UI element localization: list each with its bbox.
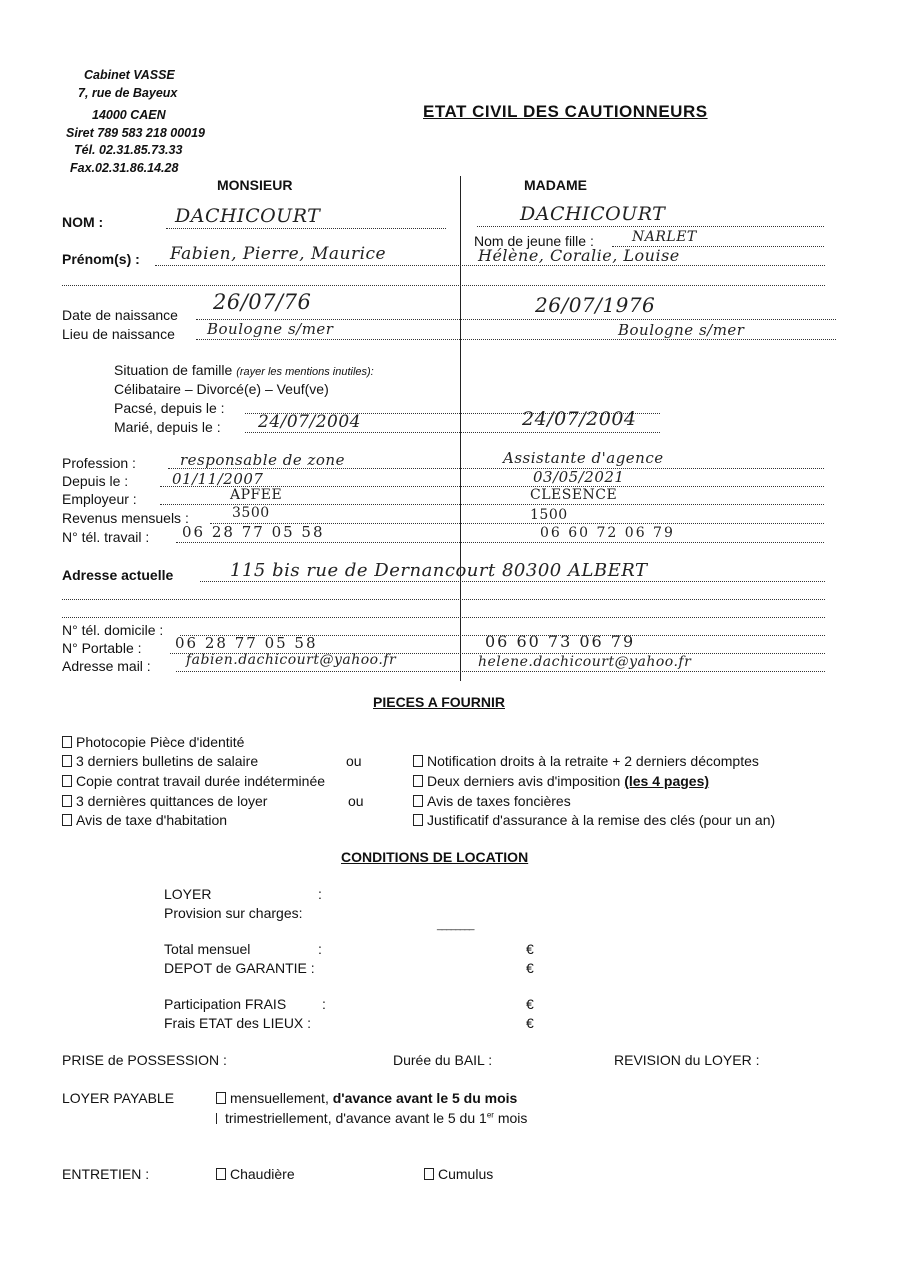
value-nom-madame[interactable]: DACHICOURT bbox=[520, 203, 666, 225]
conditions-title: CONDITIONS DE LOCATION bbox=[341, 849, 529, 865]
checkbox[interactable] bbox=[62, 755, 72, 767]
value-depuis-monsieur[interactable]: 01/11/2007 bbox=[172, 470, 264, 488]
value-mail-madame[interactable]: helene.dachicourt@yahoo.fr bbox=[478, 654, 692, 670]
value-nom-jeune-fille[interactable]: NARLET bbox=[632, 229, 697, 245]
checkbox[interactable] bbox=[62, 736, 72, 748]
value-adresse[interactable]: 115 bis rue de Dernancourt 80300 ALBERT bbox=[230, 560, 648, 581]
piece-left-item[interactable]: Photocopie Pièce d'identité bbox=[62, 734, 244, 750]
piece-right-item[interactable]: Justificatif d'assurance à la remise des clés (pour un an) bbox=[413, 812, 775, 828]
label-adresse: Adresse actuelle bbox=[62, 567, 174, 583]
checkbox[interactable] bbox=[216, 1168, 226, 1180]
label-duree-bail: Durée du BAIL : bbox=[393, 1052, 493, 1068]
euro-sign: € bbox=[526, 996, 534, 1012]
value-profession-monsieur[interactable]: responsable de zone bbox=[180, 451, 345, 469]
option-trimestriel[interactable]: trimestriellement, d'avance avant le 5 du 1er mois bbox=[216, 1110, 527, 1126]
label-provision: Provision sur charges: bbox=[164, 905, 303, 921]
checkbox[interactable] bbox=[413, 814, 423, 826]
cabinet-tel: Tél. 02.31.85.73.33 bbox=[74, 143, 183, 157]
label-profession: Profession : bbox=[62, 455, 136, 471]
label-revision-loyer: REVISION du LOYER : bbox=[614, 1052, 760, 1068]
colon: : bbox=[318, 886, 322, 902]
euro-sign: € bbox=[526, 1015, 534, 1031]
label-prenoms: Prénom(s) : bbox=[62, 251, 140, 267]
checkbox[interactable] bbox=[62, 775, 72, 787]
label-nom-jeune-fille: Nom de jeune fille : bbox=[474, 233, 594, 249]
dotted-line bbox=[477, 226, 824, 227]
page-title: ETAT CIVIL DES CAUTIONNEURS bbox=[423, 102, 708, 121]
label-frais-etat: Frais ETAT des LIEUX : bbox=[164, 1015, 312, 1031]
value-revenus-madame[interactable]: 1500 bbox=[530, 507, 568, 523]
piece-left-item[interactable]: Avis de taxe d'habitation bbox=[62, 812, 227, 828]
value-portable-monsieur[interactable]: 06 28 77 05 58 bbox=[175, 634, 318, 652]
cabinet-city: 14000 CAEN bbox=[92, 108, 166, 122]
cabinet-name: Cabinet VASSE bbox=[84, 68, 175, 82]
dotted-line bbox=[176, 671, 825, 672]
euro-sign: € bbox=[526, 941, 534, 957]
piece-left-item[interactable]: 3 dernières quittances de loyer bbox=[62, 793, 267, 809]
label-mail: Adresse mail : bbox=[62, 658, 151, 674]
label-entretien: ENTRETIEN : bbox=[62, 1166, 150, 1182]
dotted-line bbox=[166, 228, 446, 229]
value-depuis-madame[interactable]: 03/05/2021 bbox=[533, 468, 625, 486]
value-employeur-monsieur[interactable]: APFEE bbox=[230, 487, 283, 503]
value-lieu-naissance-madame[interactable]: Boulogne s/mer bbox=[618, 321, 745, 339]
value-date-naissance-monsieur[interactable]: 26/07/76 bbox=[213, 290, 312, 314]
label-pacse: Pacsé, depuis le : bbox=[114, 400, 225, 416]
dotted-line bbox=[62, 285, 825, 286]
label-tel-domicile: N° tél. domicile : bbox=[62, 622, 164, 638]
piece-right-item[interactable]: Notification droits à la retraite + 2 derniers décomptes bbox=[413, 753, 759, 769]
label-lieu-naissance: Lieu de naissance bbox=[62, 326, 175, 342]
dotted-line bbox=[196, 339, 836, 340]
checkbox[interactable] bbox=[216, 1092, 226, 1104]
dotted-line bbox=[245, 432, 660, 433]
value-nom-monsieur[interactable]: DACHICOURT bbox=[175, 205, 321, 227]
checkbox[interactable] bbox=[413, 755, 423, 767]
value-revenus-monsieur[interactable]: 3500 bbox=[232, 505, 270, 521]
piece-left-item[interactable]: 3 derniers bulletins de salaire bbox=[62, 753, 258, 769]
piece-right-item[interactable]: Deux derniers avis d'imposition (les 4 pages) bbox=[413, 773, 709, 789]
value-employeur-madame[interactable]: CLESENCE bbox=[530, 487, 618, 503]
value-date-naissance-madame[interactable]: 26/07/1976 bbox=[535, 293, 656, 317]
option-cumulus[interactable]: Cumulus bbox=[424, 1166, 493, 1182]
value-prenoms-madame[interactable]: Hélène, Coralie, Louise bbox=[478, 246, 680, 265]
label-ou: ou bbox=[346, 753, 362, 769]
label-employeur: Employeur : bbox=[62, 491, 137, 507]
column-divider bbox=[460, 176, 461, 681]
label-date-naissance: Date de naissance bbox=[62, 307, 178, 323]
cabinet-siret: Siret 789 583 218 00019 bbox=[66, 126, 206, 140]
label-participation: Participation FRAIS bbox=[164, 996, 287, 1012]
piece-left-item[interactable]: Copie contrat travail durée indéterminée bbox=[62, 773, 325, 789]
label-celibataire: Célibataire – Divorcé(e) – Veuf(ve) bbox=[114, 381, 329, 397]
value-tel-travail-monsieur[interactable]: 06 28 77 05 58 bbox=[182, 523, 325, 541]
checkbox[interactable] bbox=[413, 775, 423, 787]
piece-right-item[interactable]: Avis de taxes foncières bbox=[413, 793, 571, 809]
label-loyer-payable: LOYER PAYABLE bbox=[62, 1090, 175, 1106]
label-situation-text: Situation de famille bbox=[114, 362, 233, 378]
label-loyer: LOYER bbox=[164, 886, 212, 902]
dotted-line bbox=[155, 265, 825, 266]
value-marie-monsieur[interactable]: 24/07/2004 bbox=[258, 412, 361, 432]
value-marie-madame[interactable]: 24/07/2004 bbox=[522, 408, 637, 430]
value-profession-madame[interactable]: Assistante d'agence bbox=[503, 449, 664, 467]
dotted-line bbox=[200, 581, 825, 582]
option-chaudiere[interactable]: Chaudière bbox=[216, 1166, 295, 1182]
label-total: Total mensuel bbox=[164, 941, 251, 957]
option-mensuel[interactable]: mensuellement, d'avance avant le 5 du mois bbox=[216, 1090, 517, 1106]
colon: : bbox=[322, 996, 326, 1012]
value-portable-madame[interactable]: 06 60 73 06 79 bbox=[485, 632, 636, 651]
dotted-line bbox=[176, 542, 824, 543]
column-header-madame: MADAME bbox=[524, 177, 587, 193]
label-revenus: Revenus mensuels : bbox=[62, 510, 189, 526]
value-lieu-naissance-monsieur[interactable]: Boulogne s/mer bbox=[207, 320, 334, 338]
colon: : bbox=[318, 941, 322, 957]
dotted-line bbox=[62, 599, 825, 600]
value-tel-travail-madame[interactable]: 06 60 72 06 79 bbox=[540, 525, 675, 541]
label-ou: ou bbox=[348, 793, 364, 809]
label-depot: DEPOT de GARANTIE : bbox=[164, 960, 315, 976]
checkbox[interactable] bbox=[424, 1168, 434, 1180]
checkbox[interactable] bbox=[216, 1113, 217, 1124]
checkbox[interactable] bbox=[413, 795, 423, 807]
euro-sign: € bbox=[526, 960, 534, 976]
value-mail-monsieur[interactable]: fabien.dachicourt@yahoo.fr bbox=[186, 652, 397, 668]
label-situation bbox=[114, 362, 374, 378]
checkbox[interactable] bbox=[62, 795, 72, 807]
label-nom: NOM : bbox=[62, 214, 104, 230]
label-depuis: Depuis le : bbox=[62, 473, 129, 489]
label-prise-possession: PRISE de POSSESSION : bbox=[62, 1052, 227, 1068]
label-situation-note: (rayer les mentions inutiles): bbox=[236, 366, 374, 378]
sum-separator: ________ bbox=[437, 920, 474, 931]
cabinet-street: 7, rue de Bayeux bbox=[78, 86, 178, 100]
label-portable: N° Portable : bbox=[62, 640, 142, 656]
dotted-line bbox=[62, 617, 825, 618]
label-tel-travail: N° tél. travail : bbox=[62, 529, 150, 545]
value-prenoms-monsieur[interactable]: Fabien, Pierre, Maurice bbox=[170, 244, 387, 264]
column-header-monsieur: MONSIEUR bbox=[217, 177, 293, 193]
checkbox[interactable] bbox=[62, 814, 72, 826]
pieces-title: PIECES A FOURNIR bbox=[373, 694, 505, 710]
cabinet-fax: Fax.02.31.86.14.28 bbox=[70, 161, 179, 175]
label-marie: Marié, depuis le : bbox=[114, 419, 221, 435]
note-4-pages: (les 4 pages) bbox=[624, 773, 710, 789]
